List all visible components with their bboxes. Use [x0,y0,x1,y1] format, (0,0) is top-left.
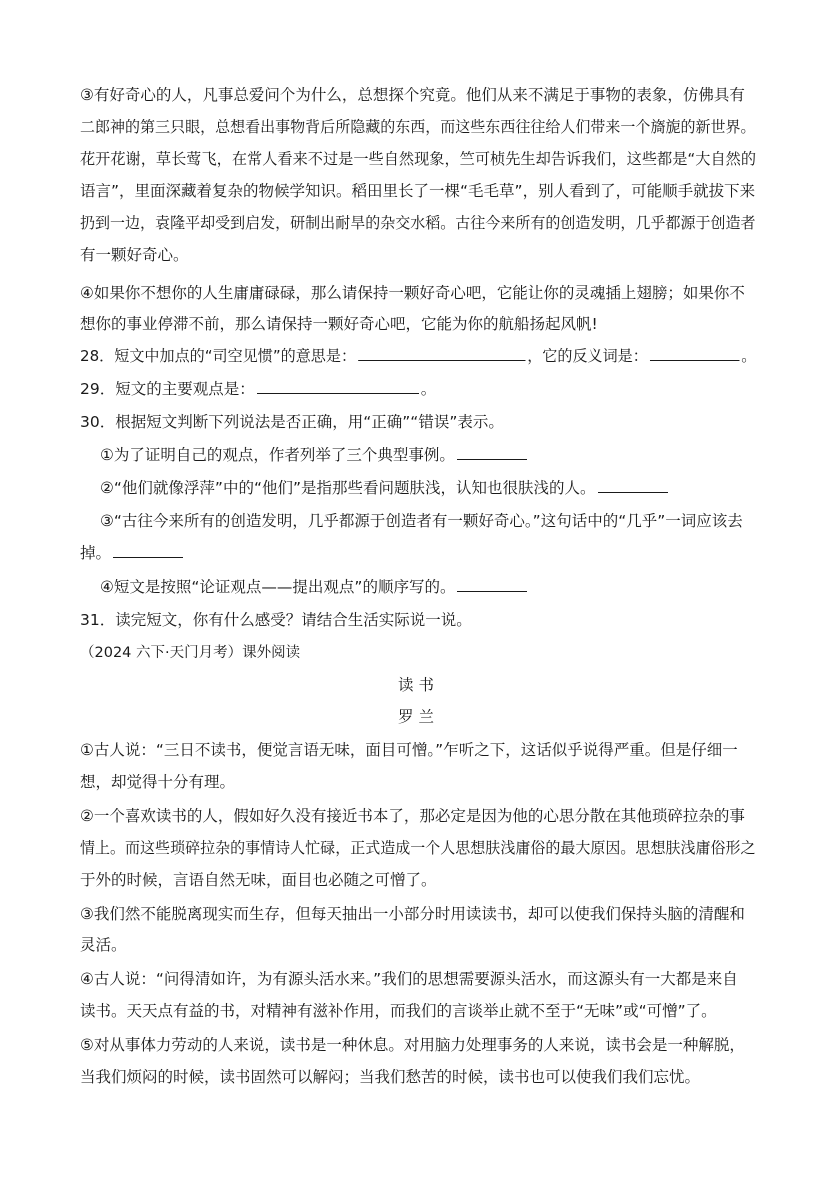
answer-blank-29[interactable] [257,375,419,394]
question-28-text-2: ，它的反义词是： [527,347,648,365]
p3-line-3: 花开花谢，草长莺飞，在常人看来不过是一些自然现象，竺可桢先生却告诉我们，这些都是“大自然的 [80,150,756,168]
reading-title: 读 书 [398,676,434,694]
p3-line-5: 扔到一边，袁隆平却受到启发，研制出耐旱的杂交水稻。古往今来所有的创造发明，几乎都源于创造者 [80,214,756,232]
question-30-item-3-cont [80,538,756,568]
question-30-item-1-text: ①为了证明自己的观点，作者列举了三个典型事例。 [100,446,455,464]
r1-line-1: ①古人说：“三日不读书，便觉言语无味，面目可憎。”乍听之下，这话似乎说得严重。但是仔细一 [80,741,738,759]
r4-line-2: 读书。天天点有益的书，对精神有滋补作用，而我们的言谈举止就不至于“无味”或“可憎”了。 [80,1002,717,1020]
r5-line-1: ⑤对从事体力劳动的人来说，读书是一种休息。对用脑力处理事务的人来说，读书会是一种解脱， [80,1036,745,1054]
question-31: 31．读完短文，你有什么感受？请结合生活实际说一说。 [80,611,472,629]
answer-blank-30-2[interactable] [598,474,668,493]
question-30: 30．根据短文判断下列说法是否正确，用“正确”“错误”表示。 [80,413,504,431]
r4-line-1: ④古人说：“问得清如许，为有源头活水来。”我们的思想需要源头活水，而这源头有一大都是来自 [80,970,738,988]
question-30-item-3-text: 掉。 [80,544,112,562]
answer-blank-30-1[interactable] [457,441,527,460]
answer-blank-28-antonym[interactable] [650,342,739,361]
r3-line-1: ③我们然不能脱离现实而生存，但每天抽出一小部分时用读读书，却可以使我们保持头脑的清醒和 [80,905,745,923]
question-30-item-2-text: ②“他们就像浮萍”中的“他们”是指那些看问题肤浅，认知也很肤浅的人。 [100,479,596,497]
question-28-text-3: 。 [741,347,756,365]
r5-line-2: 当我们烦闷的时候，读书固然可以解闷；当我们愁苦的时候，读书也可以使我们我们忘忧。 [80,1068,701,1086]
p4-line-1: ④如果你不想你的人生庸庸碌碌，那么请保持一颗好奇心吧，它能让你的灵魂插上翅膀；如果你不 [80,284,745,302]
p3-line-6: 有一颗好奇心。 [80,246,189,264]
p4-line-2: 想你的事业停滞不前，那么请保持一颗好奇心吧，它能为你的航船扬起风帆! [80,315,598,333]
question-28-text: 28．短文中加点的“司空见惯”的意思是： [80,347,357,365]
p3-line-1: ③有好奇心的人，凡事总爱问个为什么，总想探个究竟。他们从来不满足于事物的表象，仿佛具有 [80,86,745,104]
r2-line-3: 于外的时候，言语自然无味，面目也必随之可憎了。 [80,871,437,889]
answer-blank-30-4[interactable] [457,573,527,592]
p3-line-2: 二郎神的第三只眼，总想看出事物背后所隐藏的东西，而这些东西往往给人们带来一个旖旎的新世界。 [80,118,756,136]
question-29 [80,374,756,404]
r2-line-1: ②一个喜欢读书的人，假如好久没有接近书本了，那必定是因为他的心思分散在其他琐碎拉杂的事 [80,807,745,825]
question-30-item-4 [100,572,756,602]
r2-line-2: 情上。而这些琐碎拉杂的事情诗人忙碌，正式造成一个人思想肤浅庸俗的最大原因。思想肤浅庸俗形之 [80,839,756,857]
question-29-text: 29．短文的主要观点是： [80,380,255,398]
p3-line-4: 语言”，里面深藏着复杂的物候学知识。稻田里长了一棵“毛毛草”，别人看到了，可能顺手就拔下来 [80,182,756,200]
question-30-item-2 [100,473,756,503]
reading-author: 罗 兰 [398,708,434,726]
r3-line-2: 灵活。 [80,936,127,954]
question-30-item-4-text: ④短文是按照“论证观点——提出观点”的顺序写的。 [100,578,456,596]
r1-line-2: 想，却觉得十分有理。 [80,773,236,791]
question-28 [80,341,756,371]
reading-source: （2024 六下·天门月考）课外阅读 [80,645,301,661]
answer-blank-28-meaning[interactable] [358,342,525,361]
answer-blank-30-3[interactable] [113,539,183,558]
question-30-item-3: ③“古往今来所有的创造发明，几乎都源于创造者有一颗好奇心。”这句话中的“几乎”一词应该去 [100,512,743,530]
question-29-text-2: 。 [420,380,437,398]
question-30-item-1 [100,440,756,470]
